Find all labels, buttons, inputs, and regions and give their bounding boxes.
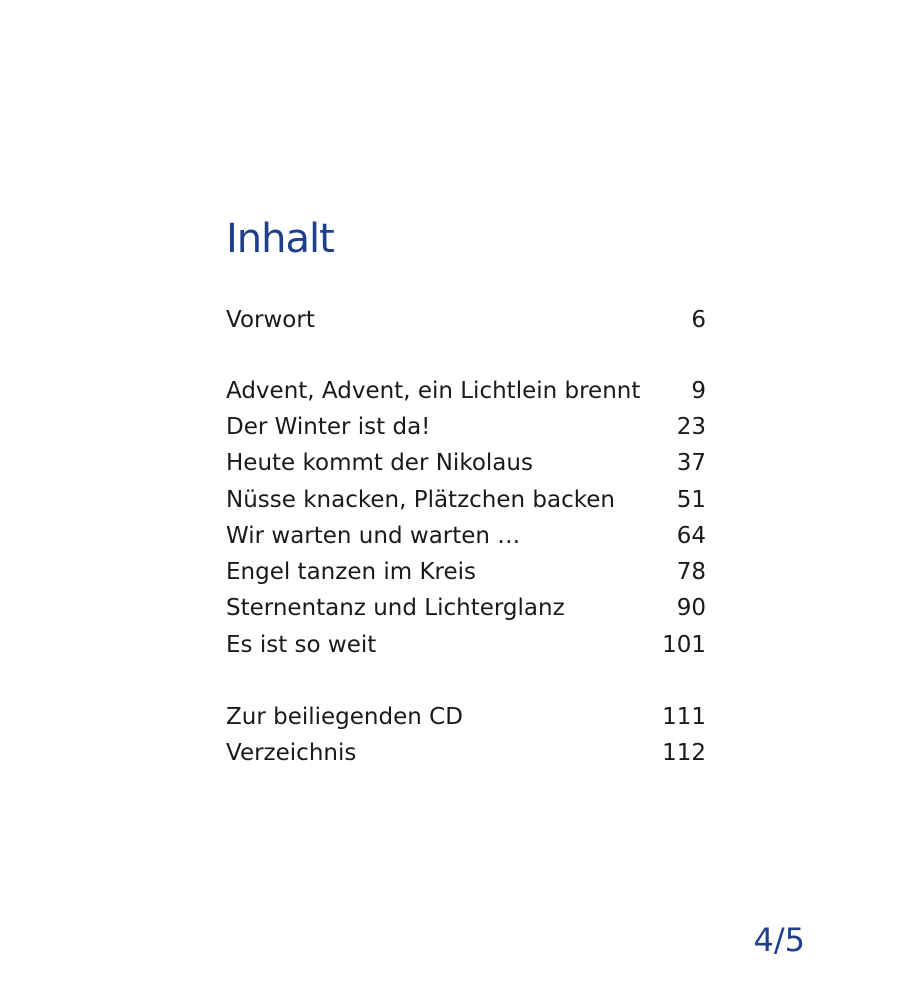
toc-entry-es-ist-so-weit — [226, 627, 706, 663]
toc-entry-page: 51 — [676, 487, 706, 513]
toc-entry-label: Verzeichnis — [226, 740, 357, 766]
toc-entry-advent — [226, 373, 706, 409]
toc-entry-page: 37 — [676, 450, 706, 476]
toc-entry-label: Engel tanzen im Kreis — [226, 559, 477, 585]
toc-entry-label: Sternentanz und Lichterglanz — [226, 595, 565, 621]
page-title: Inhalt — [226, 216, 334, 262]
toc-entry-nikolaus — [226, 445, 706, 481]
toc-entry-page: 6 — [691, 307, 706, 333]
toc-entry-warten — [226, 518, 706, 554]
toc-entry-label: Heute kommt der Nikolaus — [226, 450, 533, 476]
toc-entry-label: Der Winter ist da! — [226, 414, 431, 440]
toc-entry-verzeichnis — [226, 735, 706, 771]
toc-entry-page: 90 — [676, 595, 706, 621]
toc-entry-winter — [226, 409, 706, 445]
toc-entry-label: Advent, Advent, ein Lichtlein brennt — [226, 378, 641, 404]
toc-entry-page: 101 — [662, 632, 706, 658]
toc-entry-label: Wir warten und warten … — [226, 523, 521, 549]
toc-entry-vorwort — [226, 302, 706, 338]
toc-entry-label: Nüsse knacken, Plätzchen backen — [226, 487, 615, 513]
toc-entry-sternentanz — [226, 590, 706, 626]
toc-entry-cd — [226, 699, 706, 735]
toc-entry-page: 112 — [662, 740, 706, 766]
toc-entry-label: Vorwort — [226, 307, 315, 333]
toc-entry-nuesse — [226, 482, 706, 518]
toc-entry-page: 23 — [676, 414, 706, 440]
page-indicator: 4/5 — [753, 921, 805, 959]
toc-entry-page: 9 — [691, 378, 706, 404]
toc-entry-page: 111 — [662, 704, 706, 730]
toc-entry-page: 78 — [676, 559, 706, 585]
toc-entry-label: Es ist so weit — [226, 632, 377, 658]
toc-entry-engel — [226, 554, 706, 590]
toc-entry-label: Zur beiliegenden CD — [226, 704, 463, 730]
toc-entry-page: 64 — [676, 523, 706, 549]
